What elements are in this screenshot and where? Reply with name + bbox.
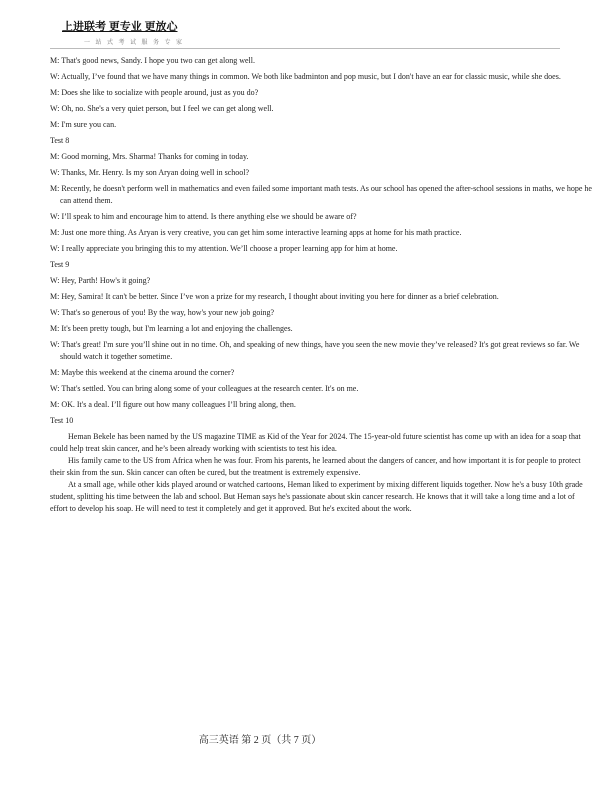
dialogue-line: M: Just one more thing. As Aryan is very creative, you can get him some interactive learning apps at home for his math practice.: [50, 228, 462, 237]
dialogue-line: M: Good morning, Mrs. Sharma! Thanks for coming in today.: [50, 152, 249, 161]
dialogue-line: W: That's settled. You can bring along some of your colleagues at the research center. It's on me.: [50, 384, 359, 393]
dialogue-line: M: Hey, Samira! It can't be better. Since I’ve won a prize for my research, I thought about inviting you here for dinner as a brief celebration.: [50, 292, 499, 301]
dialogue-line: W: Hey, Parth! How's it going?: [50, 276, 151, 285]
dialogue-line: M: It's been pretty tough, but I'm learning a lot and enjoying the challenges.: [50, 324, 293, 333]
page-footer: 高三英语 第 2 页（共 7 页）: [198, 735, 322, 746]
dialogue-line: W: That's great! I'm sure you’ll shine out in no time. Oh, and speaking of new things, have you seen the new movie they’ve released? It's got great reviews so far. We should watch it together sometime.: [50, 340, 580, 361]
dialogue-line: M: OK. It's a deal. I’ll figure out how many colleagues I’ll bring along, then.: [50, 400, 296, 409]
dialogue-line: M: Maybe this weekend at the cinema around the corner?: [50, 368, 235, 377]
header-divider: [50, 48, 560, 49]
dialogue-line: M: That's good news, Sandy. I hope you two can get along well.: [50, 56, 255, 65]
dialogue-line: W: I’ll speak to him and encourage him to attend. Is there anything else we should be aware of?: [50, 212, 357, 221]
dialogue-line: W: I really appreciate you bringing this to my attention. We’ll choose a proper learning app for him at home.: [50, 244, 398, 253]
dialogue-line: W: Actually, I’ve found that we have many things in common. We both like badminton and pop music, but I don't have an ear for classic music, while she does.: [50, 72, 561, 81]
dialogue-line: W: Oh, no. She's a very quiet person, but I feel we can get along well.: [50, 104, 274, 113]
dialogue-line: W: That's so generous of you! By the way, how's your new job going?: [50, 308, 275, 317]
header-subtitle: 一 站 式 考 试 服 务 专 家: [84, 40, 185, 46]
dialogue-line: W: Thanks, Mr. Henry. Is my son Aryan doing well in school?: [50, 168, 250, 177]
section-heading: Test 10: [50, 416, 74, 425]
section-heading: Test 9: [50, 260, 70, 269]
page-header: [62, 18, 184, 46]
dialogue-line: M: I'm sure you can.: [50, 120, 117, 129]
document-body: [50, 55, 592, 515]
section-heading: Test 8: [50, 136, 70, 145]
dialogue-line: M: Recently, he doesn't perform well in mathematics and even failed some important math tests. As our school has opened the after-school sessions in maths, we hope he can attend them.: [50, 184, 592, 205]
passage-paragraph: At a small age, while other kids played around or watched cartoons, Heman liked to experiment by mixing different liquids together. Now he's a busy 10th grade student, splitting his time between the lab and school. But Heman says he's passionate about skin cancer research. He knows that it will take a long time and a lot of effort to develop his soap. He will need to test it completely and get it approved. But he's excited about the work.: [50, 480, 583, 513]
dialogue-line: M: Does she like to socialize with people around, just as you do?: [50, 88, 259, 97]
passage-paragraph: Heman Bekele has been named by the US magazine TIME as Kid of the Year for 2024. The 15-year-old future scientist has come up with an idea for a soap that could help treat skin cancer, and he’s been already working with scientists to test his idea.: [50, 432, 581, 453]
header-title: 上进联考 更专业 更放心: [62, 21, 178, 33]
passage-paragraph: His family came to the US from Africa when he was four. From his parents, he learned about the dangers of cancer, and how important it is for people to protect their skin from the sun. Skin cancer can often be cured, but the treatment is extremely expensive.: [50, 456, 581, 477]
